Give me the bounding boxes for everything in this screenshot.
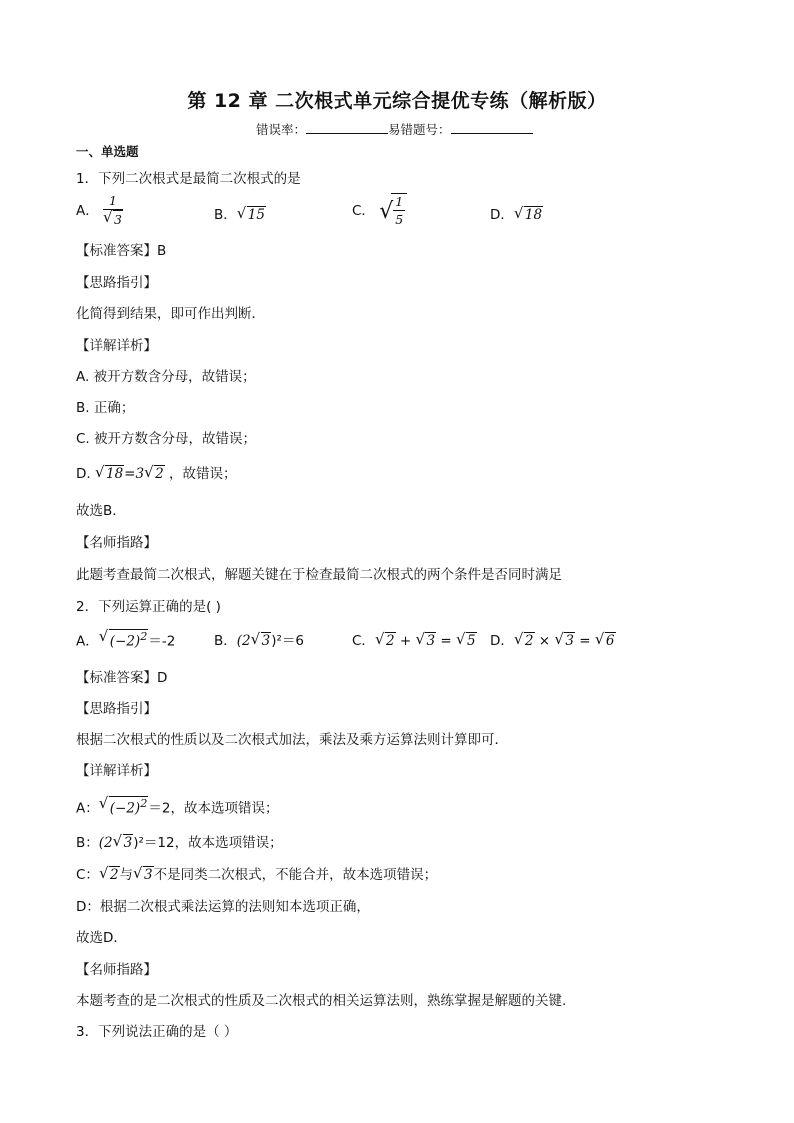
detail-suffix: ，故错误； xyxy=(168,466,237,482)
q1-detail-a: A. 被开方数含分母，故错误； xyxy=(76,369,256,385)
q1-option-c-fraction xyxy=(393,194,405,229)
radicand: 3 xyxy=(144,867,153,883)
q1-option-c-label: C． xyxy=(352,203,375,219)
q2-hint: 根据二次根式的性质以及二次根式加法，乘法及乘方运算法则计算即可． xyxy=(76,732,508,748)
q1-detail-heading: 【详解详析】 xyxy=(76,338,157,354)
q1-answer: 【标准答案】B xyxy=(76,243,167,259)
q1-stem: 1．下列二次根式是最简二次根式的是 xyxy=(76,171,301,187)
q2-option-d-label: D． xyxy=(490,633,514,649)
radicand: 3 xyxy=(565,633,574,649)
detail-suffix: ＝2，故本选项错误； xyxy=(148,800,279,817)
q1-option-b: B． √ 15 xyxy=(214,204,265,223)
radicand: 3 xyxy=(261,633,271,649)
q2-option-a: A． √ $(-2)^2=-2$ xyxy=(76,627,176,650)
equals-coefficient: =3 xyxy=(124,466,145,482)
q3-stem: 3．下列说法正确的是（ ） xyxy=(76,1024,238,1040)
q2-detail-a: A： √ $(-2)^2=2$，故本选项错误； xyxy=(76,794,279,817)
radicand: (−2) xyxy=(109,633,141,650)
detail-prefix: C： xyxy=(76,867,99,883)
q1-detail-b: B. 正确； xyxy=(76,400,135,416)
detail-prefix: D. xyxy=(76,466,91,482)
q2-detail-c: C： √ 2与 √ 3不是同类二次根式，不能合并，故本选项错误； xyxy=(76,864,438,883)
option-result: )²＝6 xyxy=(271,633,304,649)
section-heading: 一、单选题 xyxy=(76,144,139,159)
q1-option-d: D． √ 18 xyxy=(490,204,543,223)
q2-hint-heading: 【思路指引】 xyxy=(76,701,157,717)
error-items-blank xyxy=(451,123,533,134)
q1-choose: 故选B. xyxy=(76,503,117,519)
page-title: 第 12 章 二次根式单元综合提优专练（解析版） xyxy=(187,90,607,112)
radicand: 18 xyxy=(105,466,124,482)
radicand: 2 xyxy=(155,466,164,482)
detail-prefix: B： xyxy=(76,835,99,851)
expression-open: (2 xyxy=(98,835,113,851)
q1-teacher-heading: 【名师指路】 xyxy=(76,535,157,551)
fraction-numerator: 1 xyxy=(103,193,123,210)
conjunction: 与 xyxy=(119,867,134,883)
radicand: 5 xyxy=(466,633,476,649)
q1-hint-heading: 【思路指引】 xyxy=(76,275,157,291)
radicand: 6 xyxy=(605,633,615,649)
radicand: 18 xyxy=(524,207,543,223)
radicand: 3 xyxy=(123,835,133,851)
radicand: 2 xyxy=(109,867,119,883)
q2-option-c: C． √ 2 + √ 3 = √ 5 xyxy=(352,630,476,649)
radicand: 15 xyxy=(247,207,265,223)
error-rate-blank xyxy=(306,123,388,134)
q1-option-b-label: B． xyxy=(214,207,237,223)
q2-stem: 2．下列运算正确的是( ) xyxy=(76,599,221,615)
q2-option-b: B．(2 √ 3)²＝6 xyxy=(214,630,304,649)
q1-teacher-note: 此题考查最简二次根式，解题关键在于检查最简二次根式的两个条件是否同时满足 xyxy=(76,567,562,583)
option-result: ＝-2 xyxy=(148,633,176,650)
q2-option-d: D． √ 2 × √ 3 = √ 6 xyxy=(490,630,615,649)
q2-answer: 【标准答案】D xyxy=(76,670,168,686)
error-rate-label: 错误率： xyxy=(256,122,307,137)
expression-open: (2 xyxy=(236,633,251,649)
q2-teacher-note: 本题考查的是二次根式的性质及二次根式的相关运算法则，熟练掌握是解题的关键. xyxy=(76,993,567,1009)
q2-teacher-heading: 【名师指路】 xyxy=(76,962,157,978)
q1-option-a-fraction: 1 √ 3 xyxy=(103,193,122,227)
radicand: 3 xyxy=(426,633,436,649)
q2-detail-b: B：(2 √ 3)²＝12，故本选项错误； xyxy=(76,832,283,851)
detail-prefix: A： xyxy=(76,800,99,817)
exponent: 2 xyxy=(140,797,148,810)
q1-option-c: C． √ $\frac{1}{5}$ xyxy=(352,193,407,229)
fraction-numerator: 1 xyxy=(395,194,404,209)
radicand: (−2) xyxy=(109,800,141,817)
q1-option-a xyxy=(76,193,123,229)
q2-detail-d: D：根据二次根式乘法运算的法则知本选项正确， xyxy=(76,899,370,915)
radicand: 2 xyxy=(385,633,395,649)
q1-detail-d: D. √ 18=3 √ 2 ，故错误； xyxy=(76,463,237,482)
q2-choose: 故选D． xyxy=(76,930,127,946)
radicand: 2 xyxy=(524,633,534,649)
q1-option-a-label: A． xyxy=(76,203,99,219)
q2-option-a-label: A． xyxy=(76,633,99,650)
fraction-denominator: 5 xyxy=(395,212,404,227)
q2-option-c-label: C． xyxy=(352,633,375,649)
fraction-denominator: 3 xyxy=(114,212,122,227)
error-stats-line xyxy=(256,120,533,138)
q1-detail-c: C. 被开方数含分母，故错误； xyxy=(76,431,257,447)
q2-detail-heading: 【详解详析】 xyxy=(76,763,157,779)
error-items-label: 易错题号： xyxy=(388,122,451,137)
exponent: 2 xyxy=(140,630,148,643)
q2-option-b-label: B． xyxy=(214,633,237,649)
q1-hint: 化简得到结果，即可作出判断． xyxy=(76,306,265,322)
detail-suffix: 不是同类二次根式，不能合并，故本选项错误； xyxy=(153,867,438,883)
q1-option-d-label: D． xyxy=(490,207,514,223)
detail-suffix: )²＝12，故本选项错误； xyxy=(133,835,283,851)
